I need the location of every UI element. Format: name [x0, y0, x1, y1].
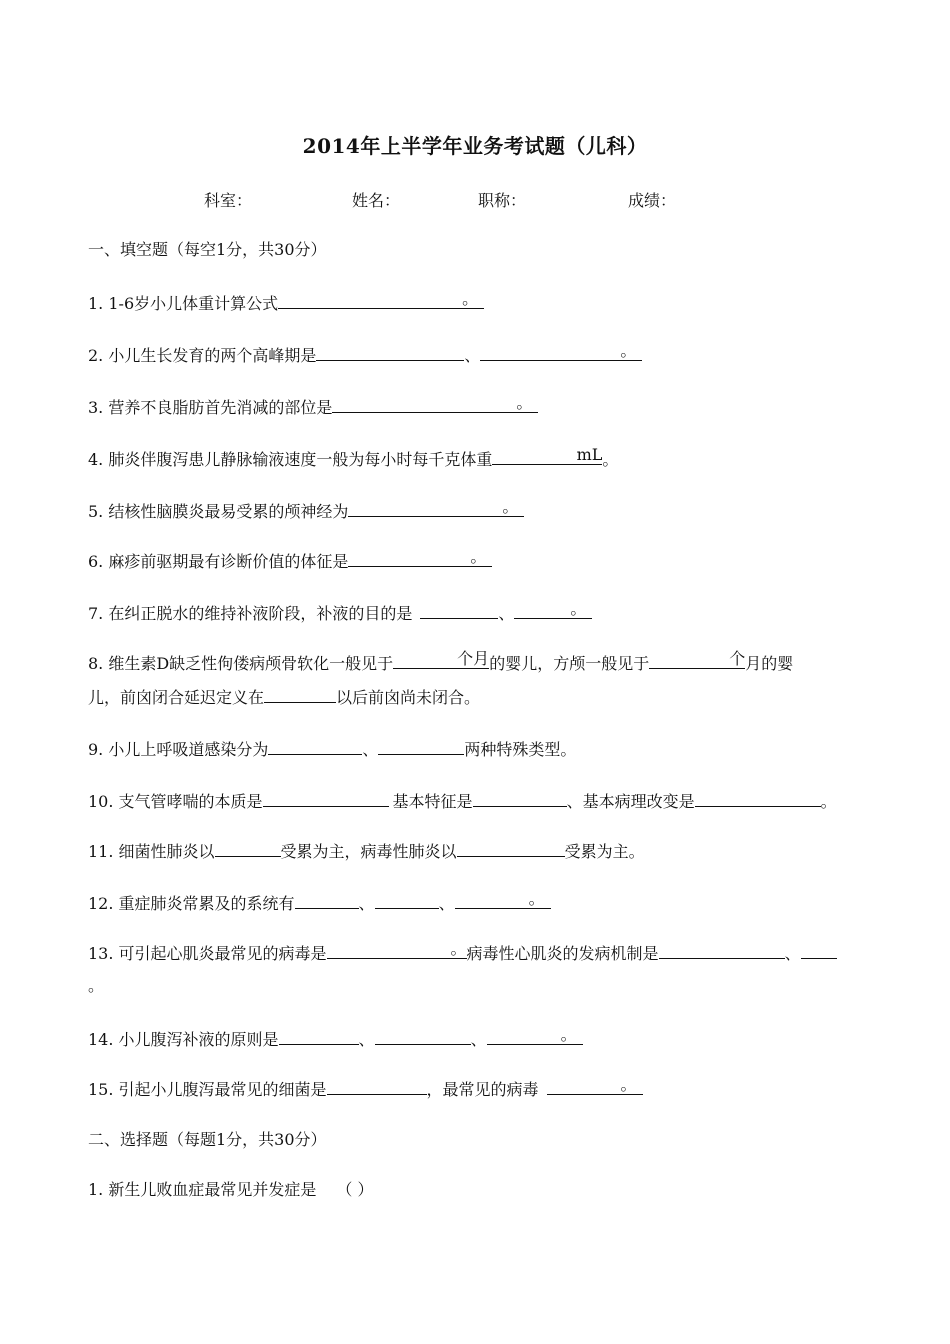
answer-blank[interactable]: 。: [455, 890, 551, 909]
answer-blank[interactable]: [279, 1026, 359, 1045]
question-14-text: 14. 小儿腹泻补液的原则是: [88, 1030, 279, 1049]
answer-blank[interactable]: [375, 890, 439, 909]
answer-blank[interactable]: [327, 1076, 427, 1095]
answer-blank[interactable]: 个: [649, 650, 745, 669]
answer-blank[interactable]: [420, 600, 498, 619]
rank-label: 职称：: [478, 191, 527, 210]
answer-blank[interactable]: 。: [348, 548, 492, 567]
answer-blank[interactable]: [659, 940, 785, 959]
question-1-text: 1. 1-6岁小儿体重计算公式: [88, 294, 279, 313]
question-2: 2. 小儿生长发育的两个高峰期是 、 。: [88, 342, 642, 368]
answer-blank[interactable]: [473, 788, 567, 807]
question-11: 11. 细菌性肺炎以 受累为主，病毒性肺炎以 受累为主。: [88, 838, 645, 864]
question-11-text: 11. 细菌性肺炎以: [88, 842, 215, 861]
question-15-text: 15. 引起小儿腹泻最常见的细菌是: [88, 1080, 327, 1099]
question-12: 12. 重症肺炎常累及的系统有 、 、 。: [88, 890, 551, 916]
answer-blank[interactable]: 。: [487, 1026, 583, 1045]
question-15: 15. 引起小儿腹泻最常见的细菌是 ，最常见的病毒 。: [88, 1076, 643, 1102]
answer-blank[interactable]: 。: [327, 940, 467, 959]
answer-blank[interactable]: [378, 736, 464, 755]
question-5-text: 5. 结核性脑膜炎最易受累的颅神经为: [88, 502, 349, 521]
question-12-text: 12. 重症肺炎常累及的系统有: [88, 894, 295, 913]
section-2-heading: 二、选择题（每题1分，共30分）: [88, 1130, 327, 1149]
section-1-heading: 一、填空题（每空1分，共30分）: [88, 240, 327, 259]
answer-blank[interactable]: [295, 890, 359, 909]
answer-blank[interactable]: [695, 788, 821, 807]
choice-question-1-text: 1. 新生儿败血症最常见并发症是: [88, 1180, 317, 1199]
answer-blank[interactable]: 。: [332, 394, 538, 413]
question-10-text: 10. 支气管哮喘的本质是: [88, 792, 263, 811]
answer-blank[interactable]: [264, 684, 336, 703]
question-13: 13. 可引起心肌炎最常见的病毒是 。 病毒性心肌炎的发病机制是 、: [88, 940, 837, 966]
answer-blank[interactable]: [268, 736, 362, 755]
answer-blank[interactable]: [457, 838, 565, 857]
question-8-continued: 儿，前囟闭合延迟定义在 以后前囟尚未闭合。: [88, 684, 480, 710]
question-10: 10. 支气管哮喘的本质是 基本特征是 、基本病理改变是 。: [88, 788, 837, 814]
answer-blank[interactable]: 。: [278, 290, 484, 309]
answer-parentheses[interactable]: （ ）: [336, 1180, 374, 1199]
question-6: [88, 548, 492, 574]
choice-question-1: [88, 1178, 373, 1202]
question-6-text: 6. 麻疹前驱期最有诊断价值的体征是: [88, 552, 349, 571]
name-label: 姓名：: [352, 191, 401, 210]
answer-blank[interactable]: 个月: [393, 650, 489, 669]
answer-blank[interactable]: 。: [348, 498, 524, 517]
question-3-text: 3. 营养不良脂肪首先消减的部位是: [88, 398, 333, 417]
page-title: 2014年上半学年业务考试题（儿科）: [302, 134, 648, 158]
answer-blank[interactable]: [316, 342, 464, 361]
question-14: 14. 小儿腹泻补液的原则是 、 、 。: [88, 1026, 583, 1052]
question-13-text: 13. 可引起心肌炎最常见的病毒是: [88, 944, 327, 963]
question-7-text: 7. 在纠正脱水的维持补液阶段，补液的目的是: [88, 604, 413, 623]
question-4-text: 4. 肺炎伴腹泻患儿静脉输液速度一般为每小时每千克体重: [88, 450, 493, 469]
answer-blank[interactable]: [215, 838, 281, 857]
question-7: 7. 在纠正脱水的维持补液阶段，补液的目的是 、 。: [88, 600, 592, 626]
answer-blank[interactable]: 。: [514, 600, 592, 619]
answer-blank[interactable]: 。: [480, 342, 642, 361]
question-5: [88, 498, 524, 524]
question-3: [88, 394, 538, 420]
answer-blank[interactable]: 。: [547, 1076, 643, 1095]
answer-blank[interactable]: [263, 788, 389, 807]
answer-blank[interactable]: [375, 1026, 471, 1045]
answer-blank[interactable]: mL: [492, 446, 602, 465]
question-8: 8. 维生素D缺乏性佝偻病颅骨软化一般见于 个月 的婴儿，方颅一般见于 个 月的婴: [88, 649, 794, 673]
question-9-text: 9. 小儿上呼吸道感染分为: [88, 740, 269, 759]
info-header: [0, 188, 950, 212]
answer-blank[interactable]: [801, 940, 837, 959]
question-9: 9. 小儿上呼吸道感染分为 、 两种特殊类型。: [88, 736, 576, 762]
score-label: 成绩：: [628, 191, 677, 210]
question-2-text: 2. 小儿生长发育的两个高峰期是: [88, 346, 317, 365]
question-1: [88, 290, 484, 316]
question-13-continued: 。: [88, 976, 105, 995]
question-8-text: 8. 维生素D缺乏性佝偻病颅骨软化一般见于: [88, 654, 394, 673]
dept-label: 科室：: [204, 191, 253, 210]
question-4: 4. 肺炎伴腹泻患儿静脉输液速度一般为每小时每千克体重 mL 。: [88, 445, 619, 469]
